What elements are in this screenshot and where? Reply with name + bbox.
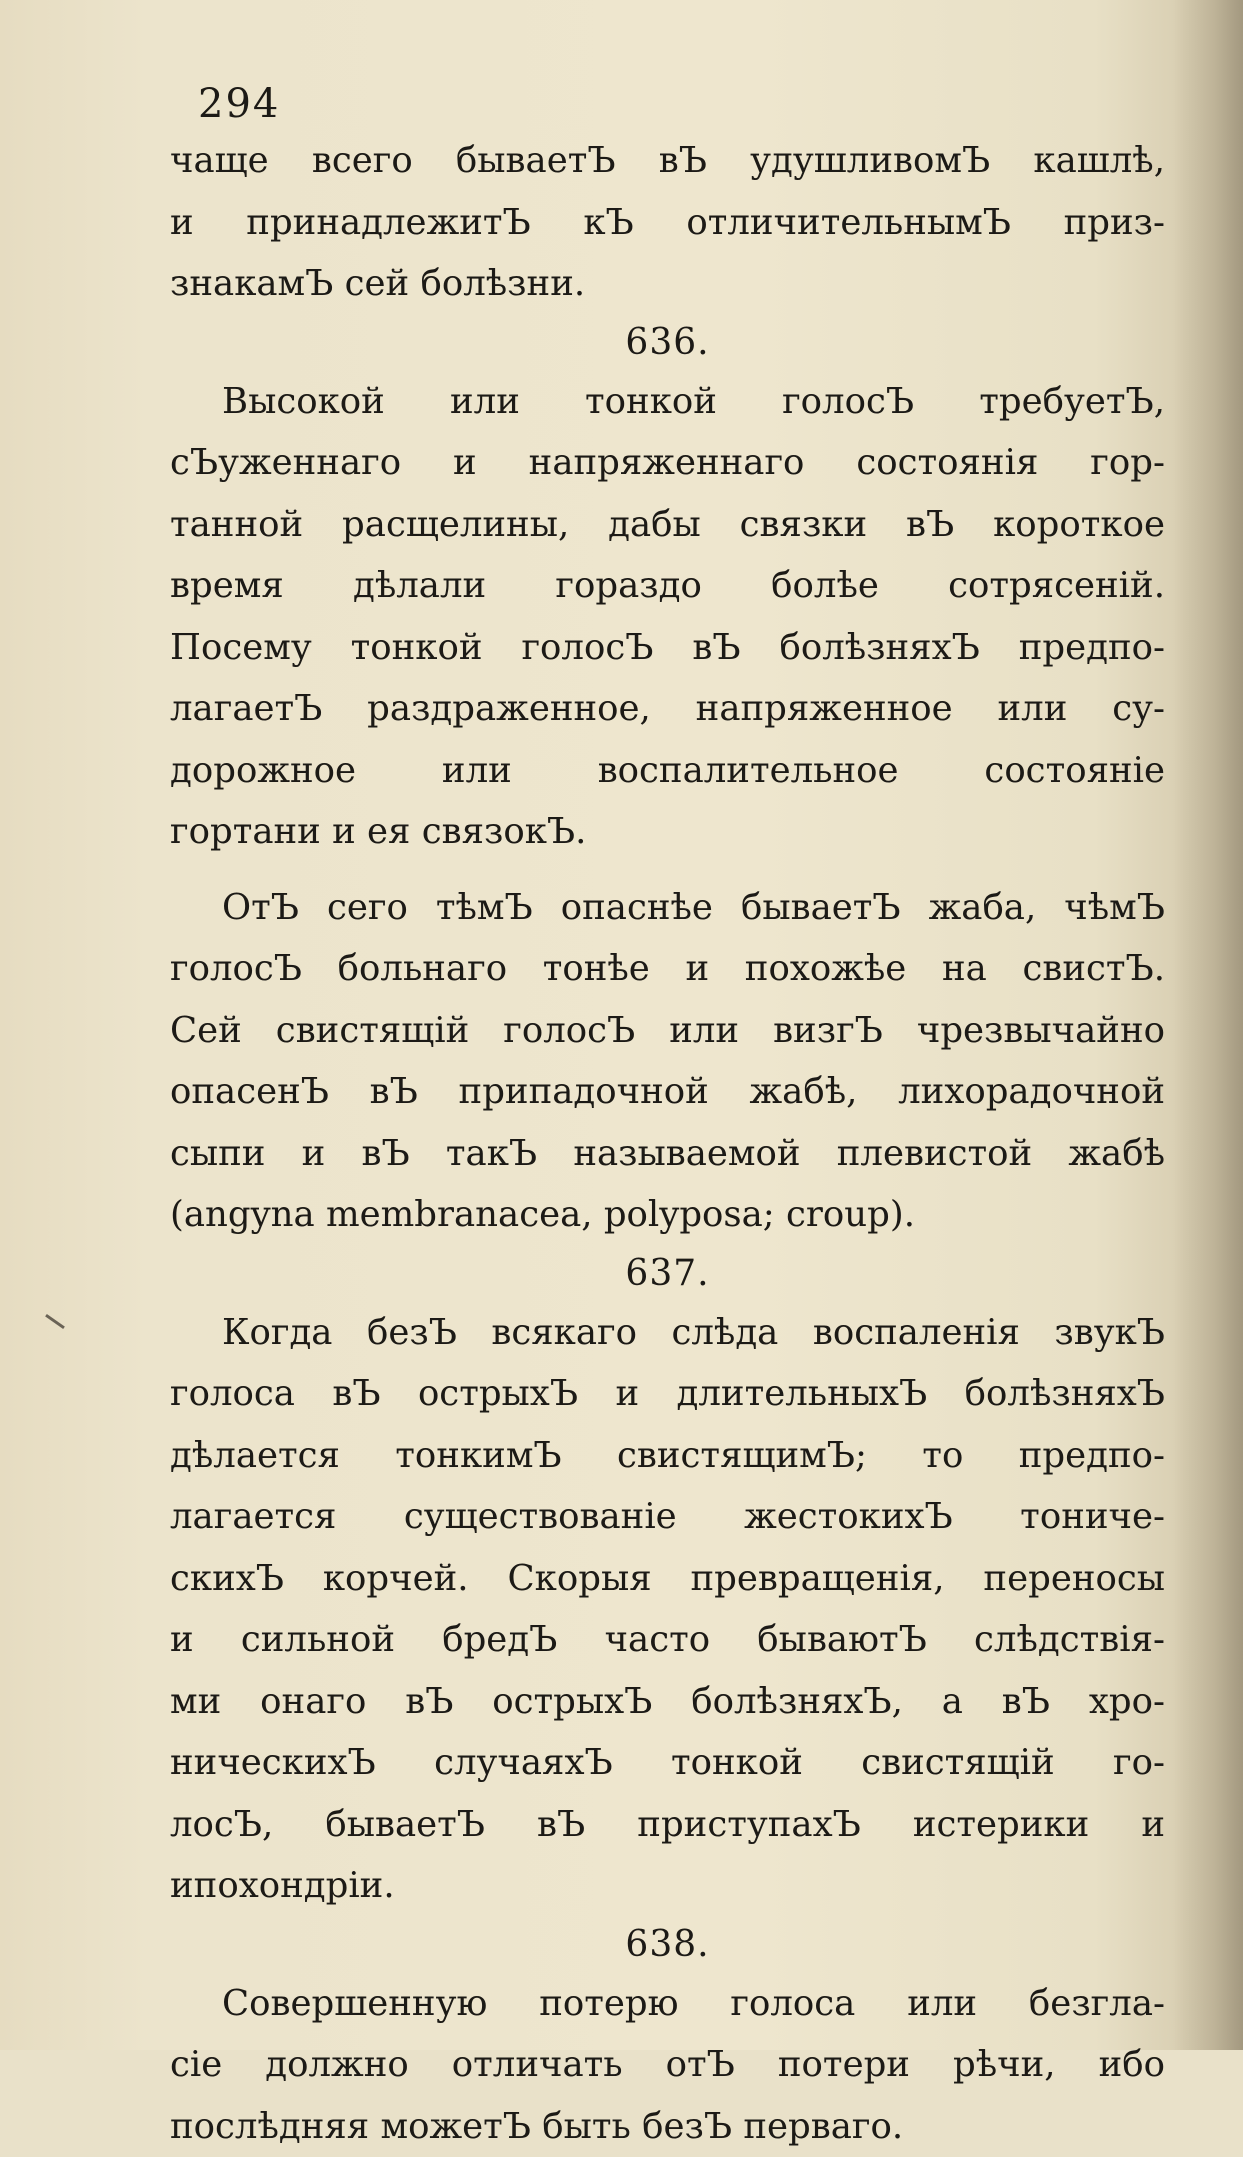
text-line: дорожное или воспалительное состояніе [170, 740, 1165, 802]
text-line: голосЪ больнаго тонѣе и похожѣе на свистЪ. [170, 938, 1165, 1000]
text-line: голоса вЪ острыхЪ и длительныхЪ болѣзняхЪ [170, 1363, 1165, 1425]
text-line: сЪуженнаго и напряженнаго состоянія гор- [170, 432, 1165, 494]
text-line: ническихЪ случаяхЪ тонкой свистящій го- [170, 1732, 1165, 1794]
text-line: чаще всего бываетЪ вЪ удушливомЪ кашлѣ, [170, 130, 1165, 192]
text-line: танной расщелины, дабы связки вЪ короткое [170, 494, 1165, 556]
text-line: скихЪ корчей. Скорыя превращенія, переносы [170, 1548, 1165, 1610]
page-number: 294 [198, 78, 1165, 130]
binding-shadow [1173, 0, 1243, 2050]
section-number: 637. [170, 1246, 1165, 1302]
paragraph [170, 371, 1165, 863]
text-line: знакамЪ сей болѣзни. [170, 253, 1165, 315]
text-line: ми онаго вЪ острыхЪ болѣзняхЪ, а вЪ хро- [170, 1671, 1165, 1733]
text-line: и принадлежитЪ кЪ отличительнымЪ приз- [170, 192, 1165, 254]
paragraph [170, 1973, 1165, 2157]
margin-mark [45, 1314, 65, 1329]
text-line: Посему тонкой голосЪ вЪ болѣзняхЪ предпо- [170, 617, 1165, 679]
paragraph-continuation [170, 130, 1165, 315]
text-line: и сильной бредЪ часто бываютЪ слѣдствія- [170, 1609, 1165, 1671]
text-line: Совершенную потерю голоса или безгла- [170, 1973, 1165, 2035]
text-line: время дѣлали гораздо болѣе сотрясеній. [170, 555, 1165, 617]
section-number: 638. [170, 1917, 1165, 1973]
text-line: ипохондріи. [170, 1855, 1165, 1917]
page-text [170, 78, 1165, 2157]
text-line: ОтЪ сего тѣмЪ опаснѣе бываетЪ жаба, чѣмЪ [170, 877, 1165, 939]
text-line: лосЪ, бываетЪ вЪ приступахЪ истерики и [170, 1794, 1165, 1856]
text-line: сыпи и вЪ такЪ называемой плевистой жабѣ [170, 1123, 1165, 1185]
text-line: опасенЪ вЪ припадочной жабѣ, лихорадочной [170, 1061, 1165, 1123]
text-line: (angyna membranacea, polyposa; croup). [170, 1184, 1165, 1246]
text-line: гортани и ея связокЪ. [170, 801, 1165, 863]
text-line: Высокой или тонкой голосЪ требуетЪ, [170, 371, 1165, 433]
section-number: 636. [170, 315, 1165, 371]
paragraph [170, 1302, 1165, 1917]
text-line: дѣлается тонкимЪ свистящимЪ; то предпо- [170, 1425, 1165, 1487]
text-line: лагается существованіе жестокихЪ тониче- [170, 1486, 1165, 1548]
paragraph [170, 877, 1165, 1246]
text-line: лагаетЪ раздраженное, напряженное или су- [170, 678, 1165, 740]
text-line: Когда безЪ всякаго слѣда воспаленія звукЪ [170, 1302, 1165, 1364]
text-line: сіе должно отличать отЪ потери рѣчи, ибо [170, 2034, 1165, 2096]
text-line: Сей свистящій голосЪ или визгЪ чрезвычайно [170, 1000, 1165, 1062]
text-line: послѣдняя можетЪ быть безЪ перваго. [170, 2096, 1165, 2157]
